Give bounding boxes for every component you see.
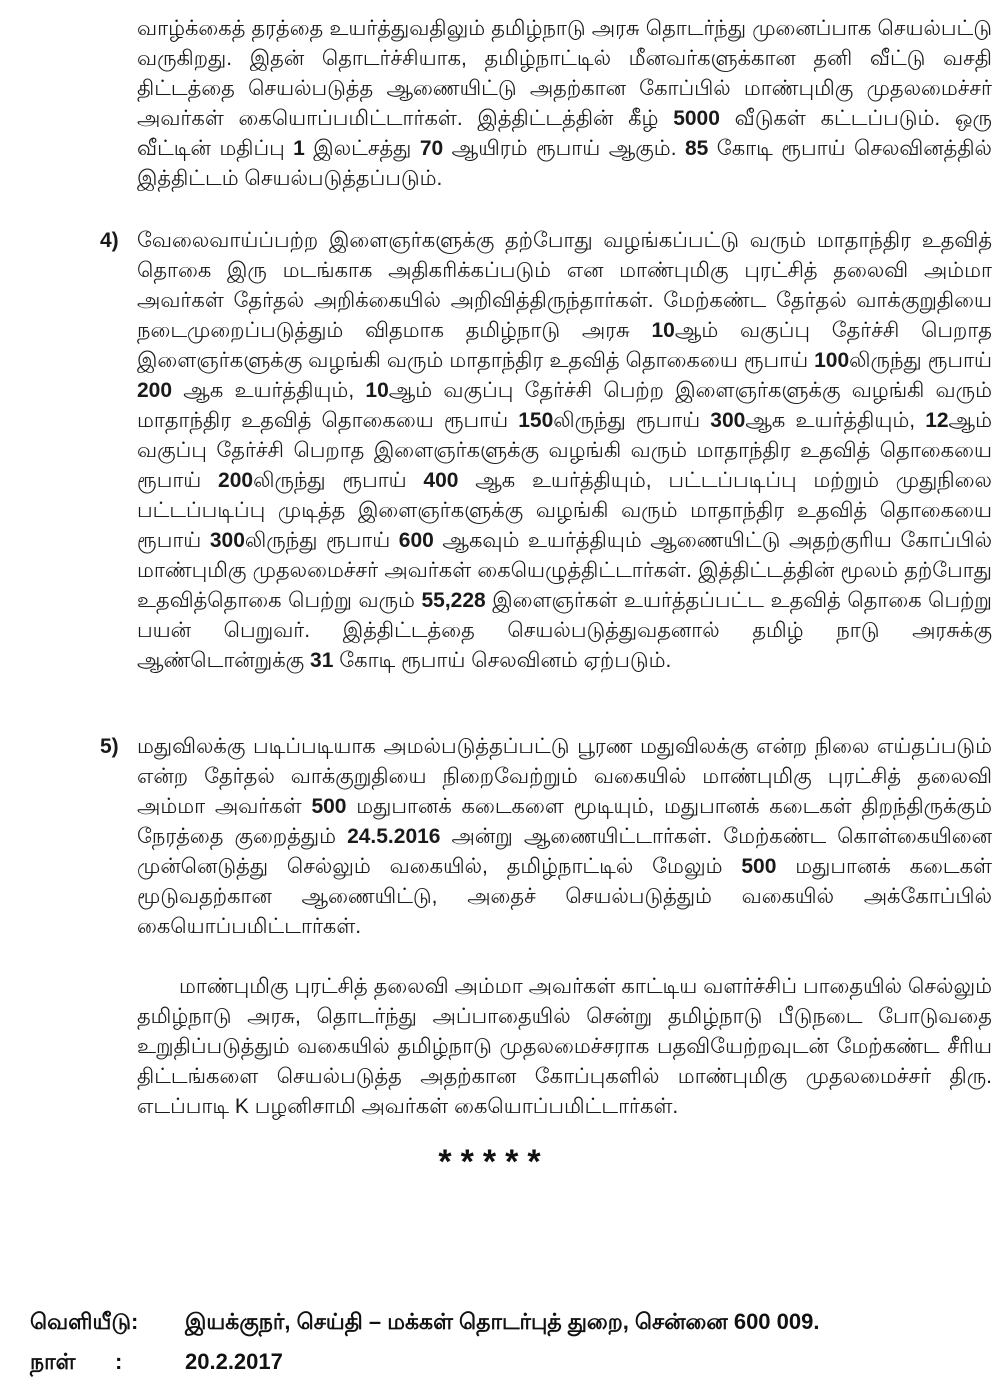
list-item-4 xyxy=(100,226,992,676)
item-4-text: வேலைவாய்ப்பற்ற இளைஞர்களுக்கு தற்போது வழங்கப்பட்டு வரும் மாதாந்திர உதவித் தொகை இரு மடங்காக அதிகரிக்கப்படும் என மாண்புமிகு புரட்சித் தலைவி அம்மா அவர்கள் தேர்தல் அறிக்கையில் அறிவித்திருந்தார்கள். மேற்கண்ட தேர்தல் வாக்குறுதியை நடைமுறைப்படுத்தும் விதமாக தமிழ்நாடு அரசு 10ஆம் வகுப்பு தேர்ச்சி பெறாத இளைஞர்களுக்கு வழங்கி வரும் மாதாந்திர உதவித் தொகையை ரூபாய் 100லிருந்து ரூபாய் 200 ஆக உயர்த்தியும், 10ஆம் வகுப்பு தேர்ச்சி பெற்ற இளைஞர்களுக்கு வழங்கி வரும் மாதாந்திர உதவித் தொகையை ரூபாய் 150லிருந்து ரூபாய் 300ஆக உயர்த்தியும், 12ஆம் வகுப்பு தேர்ச்சி பெறாத இளைஞர்களுக்கு வழங்கி வரும் மாதாந்திர உதவித் தொகையை ரூபாய் 200லிருந்து ரூபாய் 400 ஆக உயர்த்தியும், பட்டப்படிப்பு மற்றும் முதுநிலை பட்டப்படிப்பு முடித்த இளைஞர்களுக்கு வழங்கி வரும் மாதாந்திர உதவித் தொகையை ரூபாய் 300லிருந்து ரூபாய் 600 ஆகவும் உயர்த்தியும் ஆணையிட்டு அதற்குரிய கோப்பில் மாண்புமிகு முதலமைச்சர் அவர்கள் கையெழுத்திட்டார்கள். இத்திட்டத்தின் மூலம் தற்போது உதவித்தொகை பெற்று வரும் 55,228 இளைஞர்கள் உயர்த்தப்பட்ட உதவித் தொகை பெற்று பயன் பெறுவர். இத்திட்டத்தை செயல்படுத்துவதனால் தமிழ் நாடு அரசுக்கு ஆண்டொன்றுக்கு 31 கோடி ரூபாய் செலவினம் ஏற்படும். xyxy=(137,229,993,672)
date-row xyxy=(30,1342,992,1382)
item-5-number: 5) xyxy=(100,735,119,758)
document-body xyxy=(100,0,992,1180)
date-colon: : xyxy=(115,1349,123,1374)
item-4-number: 4) xyxy=(100,229,119,252)
list-item-5 xyxy=(100,732,992,942)
intro-paragraph: வாழ்க்கைத் தரத்தை உயர்த்துவதிலும் தமிழ்நாடு அரசு தொடர்ந்து முனைப்பாக செயல்பட்டு வருகிறது. இதன் தொடர்ச்சியாக, தமிழ்நாட்டில் மீனவர்களுக்கான தனி வீட்டு வசதி திட்டத்தை செயல்படுத்த ஆணையிட்டு அதற்கான கோப்பில் மாண்புமிகு முதலமைச்சர் அவர்கள் கையொப்பமிட்டார்கள். இத்திட்டத்தின் கீழ் 5000 வீடுகள் கட்டப்படும். ஒரு வீட்டின் மதிப்பு 1 இலட்சத்து 70 ஆயிரம் ரூபாய் ஆகும். 85 கோடி ரூபாய் செலவினத்தில் இத்திட்டம் செயல்படுத்தப்படும். xyxy=(137,17,992,190)
item-5-text: மதுவிலக்கு படிப்படியாக அமல்படுத்தப்பட்டு பூரண மதுவிலக்கு என்ற நிலை எய்தப்படும் என்ற தேர்தல் வாக்குறுதியை நிறைவேற்றும் வகையில் மாண்புமிகு புரட்சித் தலைவி அம்மா அவர்கள் 500 மதுபானக் கடைகளை மூடியும், மதுபானக் கடைகள் திறந்திருக்கும் நேரத்தை குறைத்தும் 24.5.2016 அன்று ஆணையிட்டார்கள். மேற்கண்ட கொள்கையினை முன்னெடுத்து செல்லும் வகையில், தமிழ்நாட்டில் மேலும் 500 மதுபானக் கடைகள் மூடுவதற்கான ஆணையிட்டு, அதைச் செயல்படுத்தும் வகையில் அக்கோப்பில் கையொப்பமிட்டார்கள். xyxy=(137,735,993,938)
release-row xyxy=(30,1302,992,1342)
release-value: இயக்குநர், செய்தி – மக்கள் தொடர்புத் துறை, சென்னை 600 009. xyxy=(185,1309,820,1334)
closing-paragraph: மாண்புமிகு புரட்சித் தலைவி அம்மா அவர்கள் காட்டிய வளர்ச்சிப் பாதையில் செல்லும் தமிழ்நாடு அரசு, தொடர்ந்து அப்பாதையில் சென்று தமிழ்நாடு பீடுநடை போடுவதை உறுதிப்படுத்தும் வகையில் தமிழ்நாடு முதலமைச்சராக பதவியேற்றவுடன் மேற்கண்ட சீரிய திட்டங்களை செயல்படுத்த அதற்கான கோப்புகளில் மாண்புமிகு முதலமைச்சர் திரு. எடப்பாடி K பழனிசாமி அவர்கள் கையொப்பமிட்டார்கள். xyxy=(137,975,992,1118)
date-value: 20.2.2017 xyxy=(185,1349,283,1374)
release-label: வெளியீடு: xyxy=(30,1309,139,1334)
document-footer xyxy=(30,1302,992,1382)
separator-stars: ***** xyxy=(438,1143,550,1181)
date-label: நாள் xyxy=(30,1349,76,1374)
